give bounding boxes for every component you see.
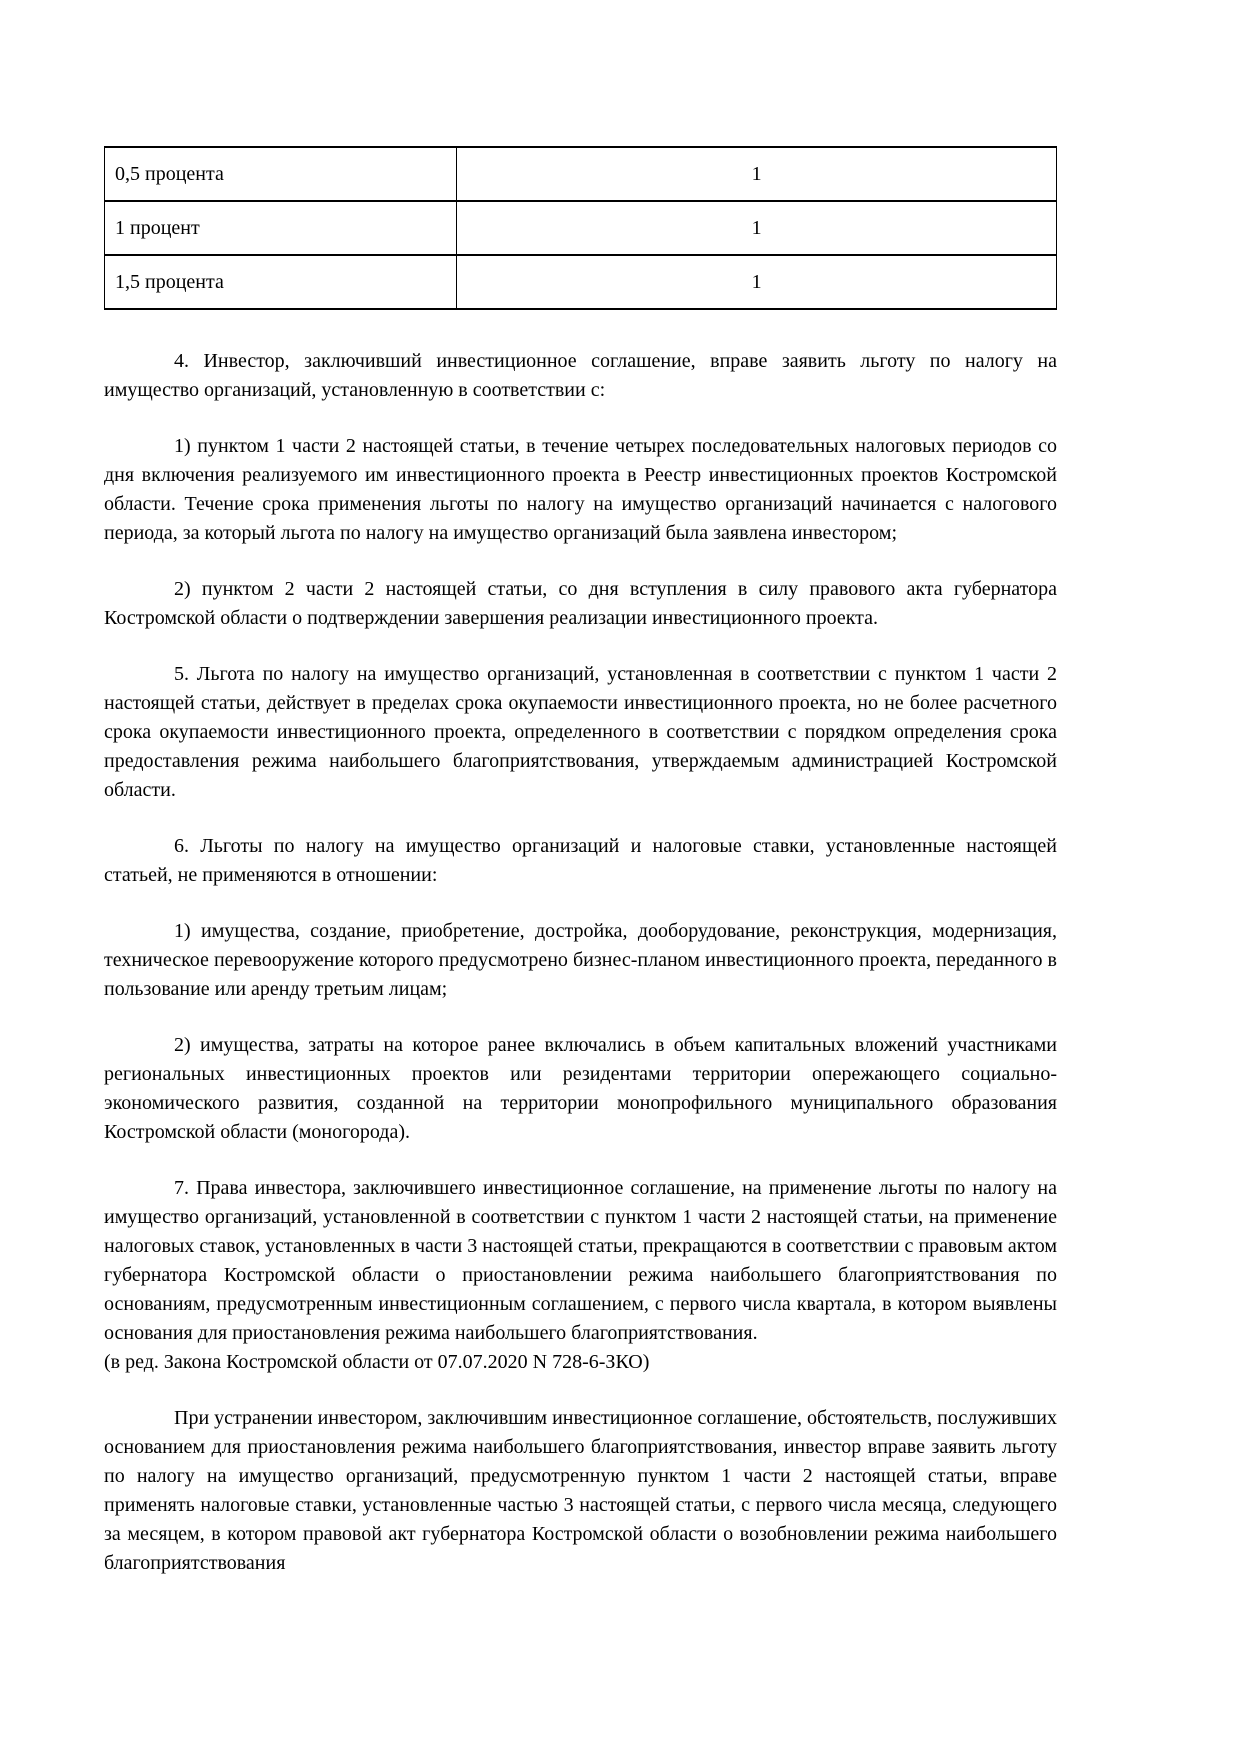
value-cell: 1 [457, 147, 1057, 201]
value-cell: 1 [457, 201, 1057, 255]
rate-cell: 1,5 процента [105, 255, 457, 309]
rate-cell: 0,5 процента [105, 147, 457, 201]
paragraph-7: 7. Права инвестора, заключившего инвестиционное соглашение, на применение льготы по налогу на имущество организаций, установленной в соответствии с пунктом 1 части 2 настоящей статьи, на применение налоговых ставок, установленных в части 3 настоящей статьи, прекращаются в соответствии с правовым актом губернатора Костромской области о приостановлении режима наибольшего благоприятствования по основаниям, предусмотренным инвестиционным соглашением, с первого числа квартала, в котором выявлены основания для приостановления режима наибольшего благоприятствования. [104, 1177, 1057, 1344]
document-body [104, 347, 1057, 1578]
table-row [105, 201, 1057, 255]
paragraph-final: При устранении инвестором, заключившим инвестиционное соглашение, обстоятельств, послуживших основанием для приостановления режима наибольшего благоприятствования, инвестор вправе заявить льготу по налогу на имущество организаций, предусмотренную пунктом 1 части 2 настоящей статьи, вправе применять налоговые ставки, установленные частью 3 настоящей статьи, с первого числа месяца, следующего за месяцем, в котором правовой акт губернатора Костромской области о возобновлении режима наибольшего благоприятствования [104, 1407, 1057, 1574]
paragraph-4: 4. Инвестор, заключивший инвестиционное соглашение, вправе заявить льготу по налогу на имущество организаций, установленную в соответствии с: [104, 350, 1057, 401]
paragraph-6-subitem-2: 2) имущества, затраты на которое ранее включались в объем капитальных вложений участниками региональных инвестиционных проектов или резидентами территории опережающего социально-экономического развития, созданной на территории монопрофильного муниципального образования Костромской области (моногорода). [104, 1034, 1057, 1143]
paragraph-4-subitem-1: 1) пунктом 1 части 2 настоящей статьи, в течение четырех последовательных налоговых периодов со дня включения реализуемого им инвестиционного проекта в Реестр инвестиционных проектов Костромской области. Течение срока применения льготы по налогу на имущество организаций начинается с налогового периода, за который льгота по налогу на имущество организаций была заявлена инвестором; [104, 435, 1057, 544]
table-row [105, 255, 1057, 309]
table-row [105, 147, 1057, 201]
paragraph-5: 5. Льгота по налогу на имущество организаций, установленная в соответствии с пунктом 1 части 2 настоящей статьи, действует в пределах срока окупаемости инвестиционного проекта, но не более расчетного срока окупаемости инвестиционного проекта, определенного в соответствии с порядком определения срока предоставления режима наибольшего благоприятствования, утверждаемым администрацией Костромской области. [104, 663, 1057, 801]
paragraph-6: 6. Льготы по налогу на имущество организаций и налоговые ставки, установленные настоящей статьей, не применяются в отношении: [104, 835, 1057, 886]
document-page [104, 146, 1057, 1578]
paragraph-7-edition-note: (в ред. Закона Костромской области от 07.07.2020 N 728-6-ЗКО) [104, 1351, 650, 1373]
paragraph-6-subitem-1: 1) имущества, создание, приобретение, достройка, дооборудование, реконструкция, модернизация, техническое перевооружение которого предусмотрено бизнес-планом инвестиционного проекта, переданного в пользование или аренду третьим лицам; [104, 920, 1057, 1000]
paragraph-4-subitem-2: 2) пунктом 2 части 2 настоящей статьи, со дня вступления в силу правового акта губернатора Костромской области о подтверждении завершения реализации инвестиционного проекта. [104, 578, 1057, 629]
value-cell: 1 [457, 255, 1057, 309]
rate-cell: 1 процент [105, 201, 457, 255]
tax-rate-table [104, 146, 1057, 310]
